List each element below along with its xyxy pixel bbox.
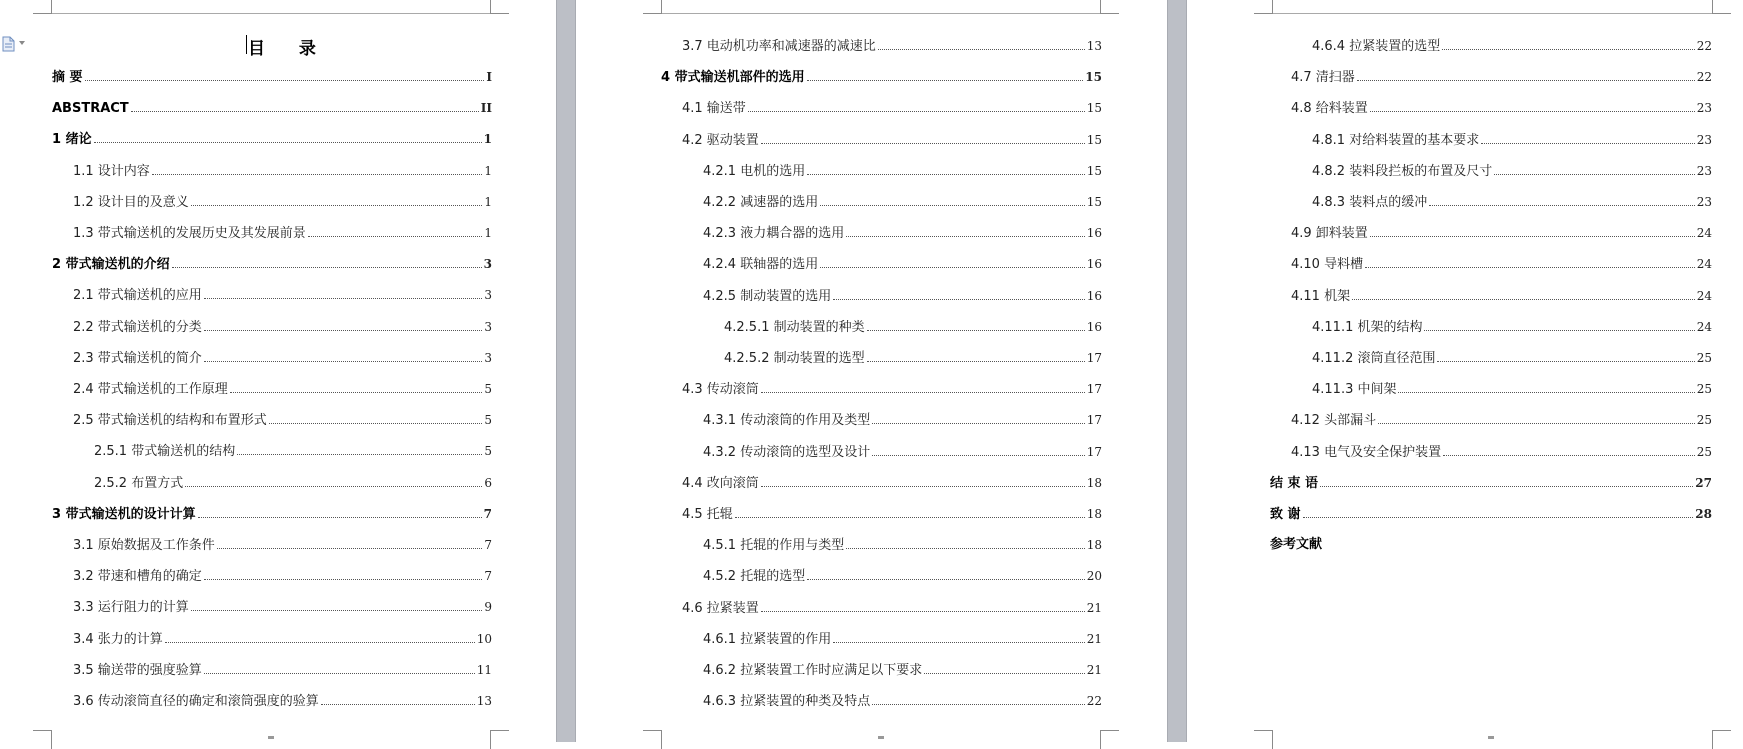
toc-entry[interactable] [682,599,1102,617]
toc-entry[interactable] [703,255,1102,273]
toc-entry-page-number: 23 [1696,132,1712,147]
toc-entry[interactable] [703,411,1102,429]
toc-entry[interactable] [1291,224,1712,242]
toc-entry-page-number: 22 [1086,694,1102,709]
toc-entry[interactable] [1291,287,1712,305]
toc-leader-dots [131,110,479,112]
page-2-crop-mark-bottom-right [1100,730,1119,749]
toc-entry-page-number: 15 [1086,101,1102,116]
toc-entry-title: 4 带式输送机部件的选用 [661,70,805,86]
toc-entry-title: 1.2 设计目的及意义 [73,194,189,210]
toc-entry-title: 1 绪论 [52,132,92,148]
toc-entry-page-number: I [486,70,492,84]
toc-entry-title: 1.1 设计内容 [73,163,150,179]
toc-leader-dots [1429,204,1695,206]
toc-leader-dots [807,79,1084,81]
toc-entry[interactable] [1312,349,1712,367]
toc-entry-title: 结 束 语 [1270,475,1319,491]
toc-entry-title: 致 谢 [1270,507,1301,522]
toc-entry[interactable] [703,661,1102,679]
toc-entry-page-number: 5 [484,413,492,428]
toc-entry-title: 2.5.1 带式输送机的结构 [94,444,236,460]
toc-leader-dots [191,609,483,611]
toc-leader-dots [846,235,1085,237]
toc-entry-title: 2.4 带式输送机的工作原理 [73,382,228,397]
toc-leader-dots [1424,329,1694,331]
toc-entry-page-number: 17 [1086,351,1102,365]
toc-entry-title: 2.3 带式输送机的简介 [73,350,202,366]
toc-entry-title: 4.11 机架 [1291,288,1351,304]
toc-entry[interactable] [682,99,1102,117]
toc-leader-dots [867,360,1085,362]
toc-entry-page-number: 25 [1696,382,1712,397]
toc-entry[interactable] [73,598,492,616]
toc-entry-title: 4.2.5 制动装置的选用 [703,288,832,304]
page-1-header-line [51,13,490,14]
toc-entry-page-number: 7 [483,506,492,521]
toc-leader-dots [807,173,1085,175]
toc-entry[interactable] [1312,37,1712,55]
toc-entry[interactable] [52,130,492,148]
toc-entry-title: 4.8.3 装料点的缓冲 [1312,195,1428,210]
toc-entry-page-number: 9 [484,600,492,615]
toc-entry-title: 4.10 导料槽 [1291,257,1364,273]
toc-entry[interactable] [1291,68,1712,86]
page-1-crop-mark-top-left [33,0,52,14]
page-1-crop-mark-bottom-left [33,730,52,749]
toc-entry[interactable] [1270,536,1712,554]
toc-entry[interactable] [73,567,492,585]
toc-leader-dots [1357,79,1695,81]
toc-leader-dots [735,516,1085,518]
toc-leader-dots [204,672,475,674]
page-1-crop-mark-bottom-right [490,730,509,749]
toc-entry[interactable] [73,286,492,304]
page-1-crop-mark-top-right [490,0,509,14]
toc-entry-page-number: 3 [484,319,492,334]
toc-entry-title: 4.3.1 传动滚筒的作用及类型 [703,413,871,429]
toc-entry-page-number: 18 [1086,538,1102,553]
toc-entry-title: 4.13 电气及安全保护装置 [1291,444,1442,460]
toc-leader-dots [165,641,475,643]
toc-entry-title: 4.2 驱动装置 [682,132,759,148]
toc-entry[interactable] [1291,411,1712,429]
text-cursor [246,35,247,54]
toc-entry[interactable] [682,131,1102,149]
toc-entry-title: 3 带式输送机的设计计算 [52,506,196,522]
toc-entry-title: 4.7 清扫器 [1291,70,1355,86]
toc-entry-page-number: 22 [1696,70,1712,85]
toc-entry-page-number: 18 [1086,475,1102,490]
toc-entry-page-number: 25 [1696,413,1712,428]
page-2-crop-mark-top-left [643,0,662,14]
toc-entry-title: 2.5 带式输送机的结构和布置形式 [73,413,267,429]
toc-entry-page-number: 17 [1086,413,1102,428]
toc-title: 目 录 [248,39,330,59]
toc-leader-dots [878,48,1085,50]
page-2-crop-mark-bottom-left [643,730,662,749]
page-3-crop-mark-bottom-left [1254,730,1273,749]
toc-leader-dots [172,266,482,268]
toc-entry-title: 4.2.5.1 制动装置的种类 [724,319,865,335]
toc-entry-title: 4.3 传动滚筒 [682,382,759,398]
toc-entry-title: 4.11.1 机架的结构 [1312,319,1423,335]
toc-entry-title: 4.1 输送带 [682,101,746,117]
toc-entry[interactable] [73,380,492,398]
toc-leader-dots [872,454,1085,456]
toc-leader-dots [1370,235,1695,237]
toc-leader-dots [1481,142,1695,144]
toc-entry[interactable] [73,349,492,367]
toc-entry-page-number: 23 [1696,195,1712,209]
toc-entry-page-number: 21 [1086,600,1102,615]
toc-entry[interactable] [52,505,492,523]
toc-entry-title: 2.2 带式输送机的分类 [73,319,202,335]
toc-entry-title: 1.3 带式输送机的发展历史及其发展前景 [73,226,306,241]
toc-leader-dots [1370,110,1695,112]
toc-leader-dots [1320,485,1693,487]
toc-leader-dots [1303,516,1694,518]
toc-entry[interactable] [703,536,1102,554]
toc-entry[interactable] [703,193,1102,211]
toc-entry-page-number: 7 [484,569,492,584]
toc-entry[interactable] [73,162,492,180]
toc-entry-page-number: 1 [483,132,492,147]
toc-entry-page-number: 11 [476,662,492,677]
toc-entry-page-number: 24 [1696,257,1712,272]
toc-entry-page-number: 18 [1086,507,1102,521]
toc-entry[interactable] [73,692,492,710]
toc-entry-page-number: 17 [1086,382,1102,397]
toc-leader-dots [85,79,485,81]
toc-leader-dots [198,516,482,518]
page-gap-2 [1167,0,1187,742]
toc-entry[interactable] [1312,193,1712,211]
toc-leader-dots [867,329,1085,331]
toc-entry-page-number: 1 [484,163,492,178]
toc-entry-page-number: 24 [1696,288,1712,303]
toc-entry[interactable] [94,442,492,460]
toc-entry-title: 4.5.2 托辊的选型 [703,569,806,585]
toc-leader-dots [185,485,482,487]
page-3-crop-mark-top-right [1712,0,1731,14]
toc-entry-page-number: 15 [1085,70,1102,85]
toc-entry[interactable] [1312,380,1712,398]
toc-leader-dots [217,547,483,549]
toc-entry[interactable] [52,99,492,117]
page-2-crop-mark-top-right [1100,0,1119,14]
toc-leader-dots [820,266,1085,268]
toc-entry[interactable] [724,349,1102,367]
toc-entry-title: 4.2.5.2 制动装置的选型 [724,351,865,366]
page-1-footer-mark [268,736,274,739]
toc-leader-dots [807,578,1085,580]
toc-entry-page-number: 24 [1696,226,1712,241]
toc-entry[interactable] [703,162,1102,180]
toc-entry-page-number: 21 [1086,631,1102,646]
toc-leader-dots [204,578,483,580]
page-3-crop-mark-bottom-right [1712,730,1731,749]
page-2-header-line [661,13,1100,14]
toc-entry-title: 3.2 带速和槽角的确定 [73,569,202,585]
toc-entry[interactable] [724,318,1102,336]
toc-entry-title: 4.12 头部漏斗 [1291,413,1377,429]
toc-leader-dots [94,141,482,143]
page-3-footer-mark [1488,736,1494,739]
toc-entry-page-number: 16 [1086,319,1102,334]
toc-entry-page-number: 22 [1696,39,1712,53]
toc-entry-page-number: II [480,101,492,116]
toc-entry[interactable] [52,68,492,86]
toc-entry[interactable] [52,255,492,273]
toc-entry[interactable] [1312,318,1712,336]
toc-leader-dots [761,142,1085,144]
toc-entry-page-number: 1 [484,194,492,209]
toc-entry-title: 3.3 运行阻力的计算 [73,600,189,616]
toc-leader-dots [1365,266,1695,268]
toc-entry-page-number: 10 [476,631,492,646]
toc-entry-page-number: 17 [1086,444,1102,459]
page-3-header-line [1272,13,1712,14]
toc-entry[interactable] [682,380,1102,398]
toc-leader-dots [191,204,483,206]
toc-entry-title: 4.5.1 托辊的作用与类型 [703,538,845,554]
toc-leader-dots [321,703,475,705]
toc-leader-dots [1494,173,1695,175]
toc-leader-dots [1443,454,1695,456]
toc-entry[interactable] [703,224,1102,242]
toc-entry[interactable] [703,630,1102,648]
toc-entry-page-number: 16 [1086,226,1102,241]
toc-entry-page-number: 6 [484,475,492,490]
toc-entry-page-number: 1 [484,226,492,240]
toc-entry-page-number: 23 [1696,101,1712,116]
toc-entry-title: 4.6.3 拉紧装置的种类及特点 [703,694,871,710]
toc-entry[interactable] [682,505,1102,523]
toc-leader-dots [1378,422,1695,424]
toc-entry-title: 4.2.3 液力耦合器的选用 [703,226,845,242]
toc-leader-dots [761,610,1085,612]
toc-entry-title: 4.6.2 拉紧装置工作时应满足以下要求 [703,663,923,678]
toc-entry-page-number: 3 [484,350,492,365]
toc-leader-dots [152,173,483,175]
toc-entry-title: 4.6.1 拉紧装置的作用 [703,631,832,647]
toc-entry[interactable] [73,661,492,679]
toc-entry-title: 4.3.2 传动滚筒的选型及设计 [703,444,871,460]
toc-entry-title: 2.1 带式输送机的应用 [73,288,202,304]
toc-entry[interactable] [73,536,492,554]
toc-entry[interactable] [1291,99,1712,117]
toc-entry-page-number: 21 [1086,663,1102,677]
chevron-down-icon[interactable] [19,41,25,45]
toc-entry-title: 3.4 张力的计算 [73,631,163,647]
toc-entry[interactable] [1270,505,1712,523]
toc-entry[interactable] [1291,255,1712,273]
toc-entry[interactable] [682,37,1102,55]
toc-leader-dots [872,703,1085,705]
toc-leader-dots [204,297,483,299]
toc-leader-dots [269,422,483,424]
toc-leader-dots [230,391,483,393]
document-nav-icon[interactable] [2,36,16,52]
toc-entry[interactable] [73,411,492,429]
toc-leader-dots [748,110,1085,112]
toc-entry-page-number: 13 [476,694,492,708]
toc-leader-dots [833,641,1085,643]
toc-entry-page-number: 7 [484,538,492,552]
page-3-crop-mark-top-left [1254,0,1273,14]
toc-entry-page-number: 5 [484,444,492,459]
toc-entry[interactable] [1312,162,1712,180]
toc-entry-title: 4.8.2 装料段拦板的布置及尺寸 [1312,163,1493,179]
toc-entry-title: 4.9 卸料装置 [1291,226,1368,242]
page-2-footer-mark [878,736,884,739]
toc-leader-dots [761,391,1085,393]
toc-entry[interactable] [94,474,492,492]
toc-entry[interactable] [1291,443,1712,461]
toc-entry-page-number: 5 [484,382,492,396]
page-gap-1 [556,0,576,742]
toc-leader-dots [1437,360,1694,362]
toc-entry-page-number: 28 [1695,507,1712,521]
toc-leader-dots [237,453,482,455]
toc-entry-title: 4.2.4 联轴器的选用 [703,257,819,273]
toc-entry-title: 4.2.2 减速器的选用 [703,195,819,210]
toc-entry-page-number: 20 [1086,569,1102,584]
toc-entry-page-number: 25 [1696,444,1712,459]
toc-entry-title: 4.5 托辊 [682,507,733,522]
toc-entry-title: 4.8 给料装置 [1291,101,1368,117]
toc-entry-page-number: 3 [484,288,492,303]
toc-entry-page-number: 16 [1086,257,1102,272]
toc-leader-dots [846,547,1085,549]
toc-entry-page-number: 15 [1086,132,1102,147]
toc-leader-dots [1398,391,1694,393]
toc-entry-page-number: 25 [1696,351,1712,365]
toc-entry-page-number: 3 [483,257,492,272]
toc-leader-dots [924,672,1085,674]
toc-entry-title: 3.1 原始数据及工作条件 [73,538,215,553]
toc-entry[interactable] [73,193,492,211]
toc-entry-title: 4.11.2 滚筒直径范围 [1312,351,1436,366]
toc-entry-page-number: 23 [1696,163,1712,178]
toc-entry[interactable] [73,224,492,242]
toc-entry-title: 3.6 传动滚筒直径的确定和滚筒强度的验算 [73,694,319,709]
toc-leader-dots [1324,547,1710,548]
toc-leader-dots [1352,298,1695,300]
toc-entry[interactable] [1270,474,1712,492]
toc-entry-title: 4.8.1 对给料装置的基本要求 [1312,132,1480,148]
toc-entry-title: 4.6.4 拉紧装置的选型 [1312,39,1441,54]
toc-entry-title: 4.4 改向滚筒 [682,475,759,491]
toc-entry[interactable] [703,692,1102,710]
toc-leader-dots [204,360,483,362]
toc-entry-title: 3.5 输送带的强度验算 [73,662,202,678]
toc-entry-title: 2 带式输送机的介绍 [52,257,170,273]
toc-entry-title: 2.5.2 布置方式 [94,475,184,491]
toc-entry-page-number: 16 [1086,288,1102,303]
toc-entry-title: 3.7 电动机功率和减速器的减速比 [682,39,876,54]
toc-entry-page-number: 15 [1086,163,1102,178]
toc-leader-dots [833,298,1085,300]
toc-entry[interactable] [73,318,492,336]
toc-entry[interactable] [661,68,1102,86]
toc-entry[interactable] [703,287,1102,305]
toc-entry-title: ABSTRACT [52,101,129,117]
toc-entry-title: 4.11.3 中间架 [1312,382,1397,398]
toc-leader-dots [761,485,1085,487]
toc-leader-dots [204,329,483,331]
toc-entry-page-number: 15 [1086,195,1102,209]
toc-entry-title: 摘 要 [52,70,83,85]
toc-entry-title: 4.6 拉紧装置 [682,600,759,616]
toc-entry[interactable] [703,443,1102,461]
toc-entry[interactable] [703,567,1102,585]
toc-entry-page-number: 13 [1086,39,1102,53]
toc-entry-title: 参考文献 [1270,537,1323,553]
toc-entry-title: 4.2.1 电机的选用 [703,163,806,179]
toc-leader-dots [308,235,483,237]
toc-leader-dots [1442,48,1695,50]
toc-entry[interactable] [1312,131,1712,149]
toc-entry[interactable] [682,474,1102,492]
toc-leader-dots [820,204,1085,206]
toc-leader-dots [872,422,1085,424]
toc-entry[interactable] [73,630,492,648]
toc-entry-page-number: 24 [1696,319,1712,334]
toc-entry-page-number: 27 [1695,475,1712,490]
